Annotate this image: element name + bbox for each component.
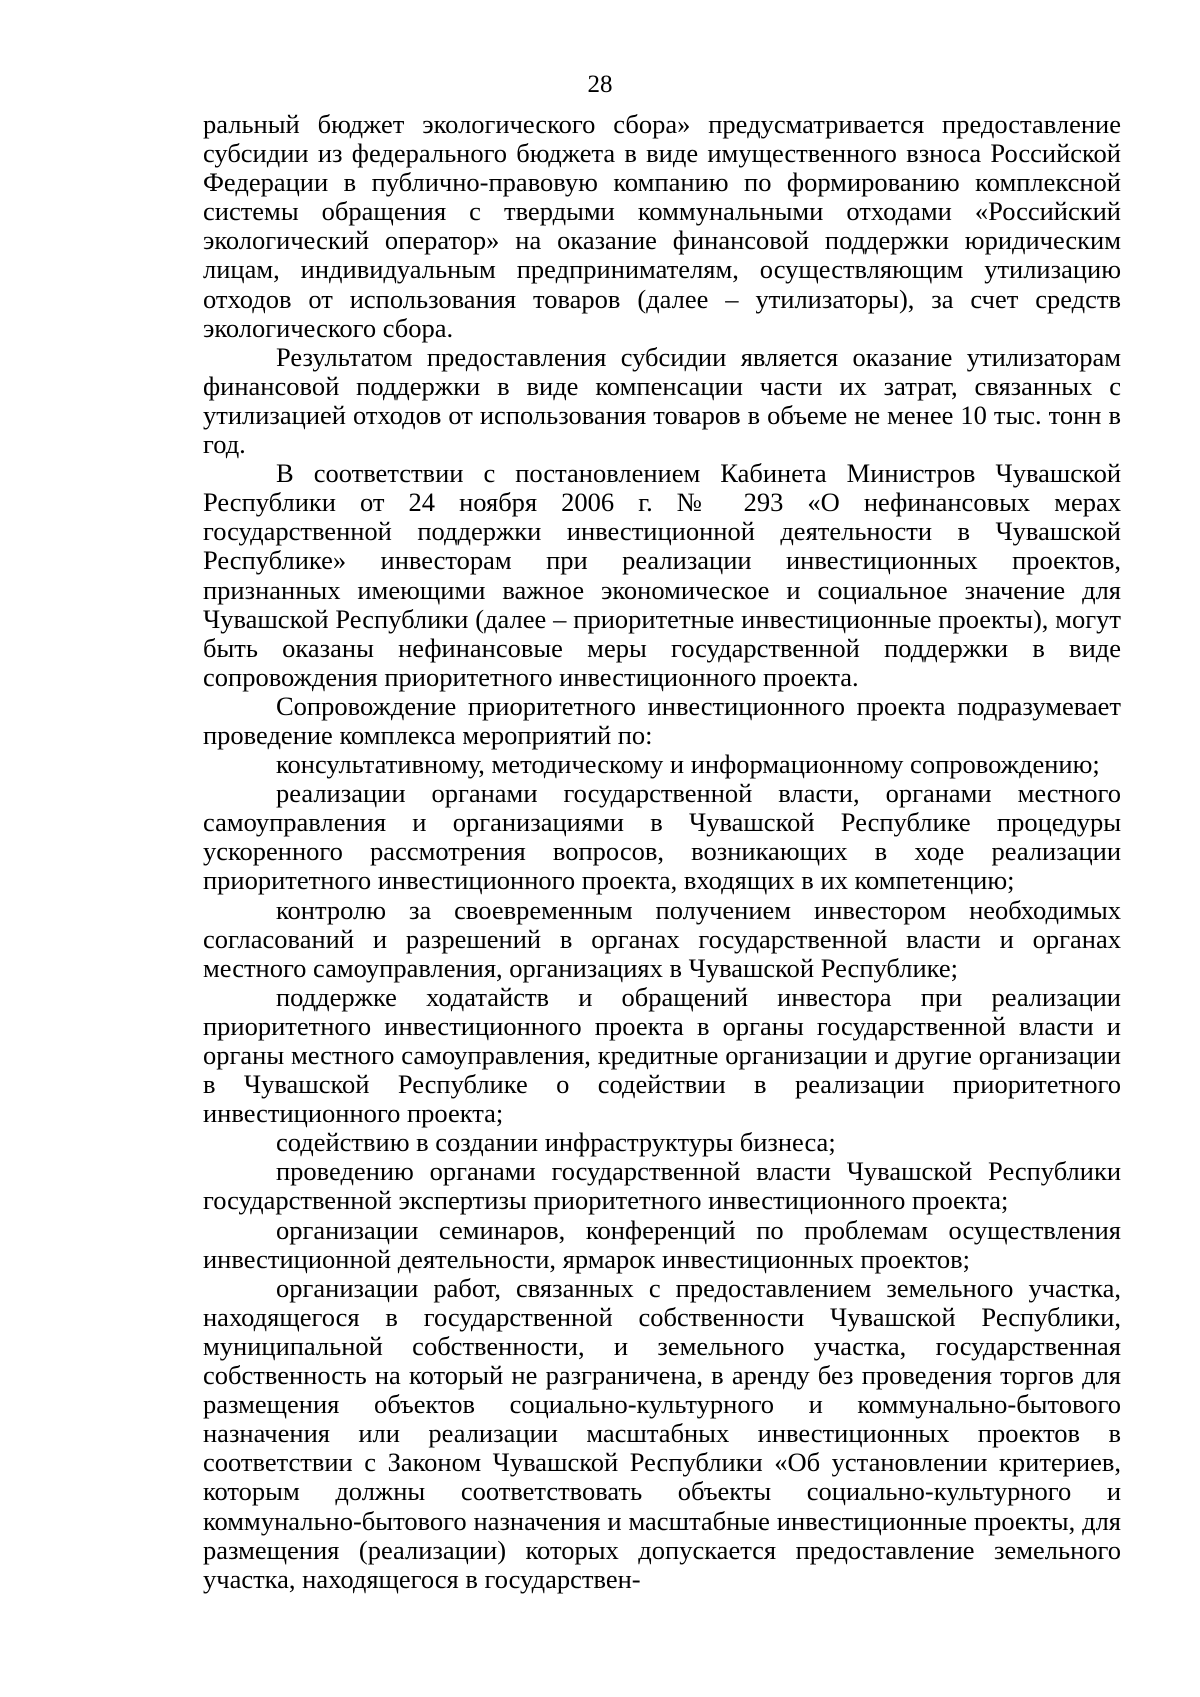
list-item-consulting: консультативному, методическому и информационному сопровождению;	[276, 749, 1100, 780]
list-item-petitions-support: поддержке ходатайств и обращений инвестора при реализации приоритетного инвестиционного проекта в органы государственной власти и органы местного самоуправления, кредитные организации и другие организации в Чувашской Республике о содействии в реализации приоритетного инвестиционного проекта;	[203, 981, 1121, 1129]
page-number: 28	[587, 71, 613, 98]
paragraph-support-measures-intro: Сопровождение приоритетного инвестиционного проекта подразумевает проведение комплекса мероприятий по:	[203, 690, 1121, 750]
paragraph-resolution-293: В соответствии с постановлением Кабинета Министров Чувашской Республики от 24 ноября 2006 г. № 293 «О нефинансовых мерах государственной поддержки инвестиционной деятельности в Чувашской Республике» инвесторам при реализации инвестиционных проектов, признанных имеющими важное экономическое и социальное значение для Чувашской Республики (далее – приоритетные инвестиционные проекты), могут быть оказаны нефинансовые меры государственной поддержки в виде сопровождения приоритетного инвестиционного проекта.	[203, 458, 1121, 692]
list-item-land-plot: организации работ, связанных с предоставлением земельного участка, находящегося в государственной собственности Чувашской Республики, муниципальной собственности, и земельного участка, государственная собственность на который не разграничена, в аренду без проведения торгов для размещения объектов социально-культурного и коммунально-бытового назначения или реализации масштабных инвестиционных проектов в соответствии с Законом Чувашской Республики «Об установлении критериев, которым должны соответствовать объекты социально-культурного и коммунально-бытового назначения и масштабные инвестиционные проекты, для размещения (реализации) которых допускается предоставление земельного участка, находящегося в государствен-	[203, 1272, 1121, 1594]
list-item-state-expertise: проведению органами государственной власти Чувашской Республики государственной экспертизы приоритетного инвестиционного проекта;	[203, 1156, 1121, 1216]
list-item-accelerated-review: реализации органами государственной власти, органами местного самоуправления и организациями в Чувашской Республике процедуры ускоренного рассмотрения вопросов, возникающих в ходе реализации приоритетного инвестиционного проекта, входящих в их компетенцию;	[203, 778, 1121, 896]
paragraph-subsidy-result: Результатом предоставления субсидии является оказание утилизаторам финансовой поддержки в виде компенсации части их затрат, связанных с утилизацией отходов от использования товаров в объеме не менее 10 тыс. тонн в год.	[203, 341, 1121, 460]
paragraph-continuation: ральный бюджет экологического сбора» предусматривается предоставление субсидии из федерального бюджета в виде имущественного взноса Российской Федерации в публично-правовую компанию по формированию комплексной системы обращения с твердыми коммунальными отходами «Российский экологический оператор» на оказание финансовой поддержки юридическим лицам, индивидуальным предпринимателям, осуществляющим утилизацию отходов от использования товаров (далее – утилизаторы), за счет средств экологического сбора.	[203, 109, 1121, 343]
list-item-approvals-control: контролю за своевременным получением инвестором необходимых согласований и разрешений в органах государственной власти и органах местного самоуправления, организациях в Чувашской Республике;	[203, 894, 1121, 983]
list-item-seminars: организации семинаров, конференций по проблемам осуществления инвестиционной деятельности, ярмарок инвестиционных проектов;	[203, 1214, 1121, 1274]
document-body	[203, 110, 1121, 1594]
list-item-infrastructure: содействию в создании инфраструктуры бизнеса;	[276, 1127, 836, 1158]
